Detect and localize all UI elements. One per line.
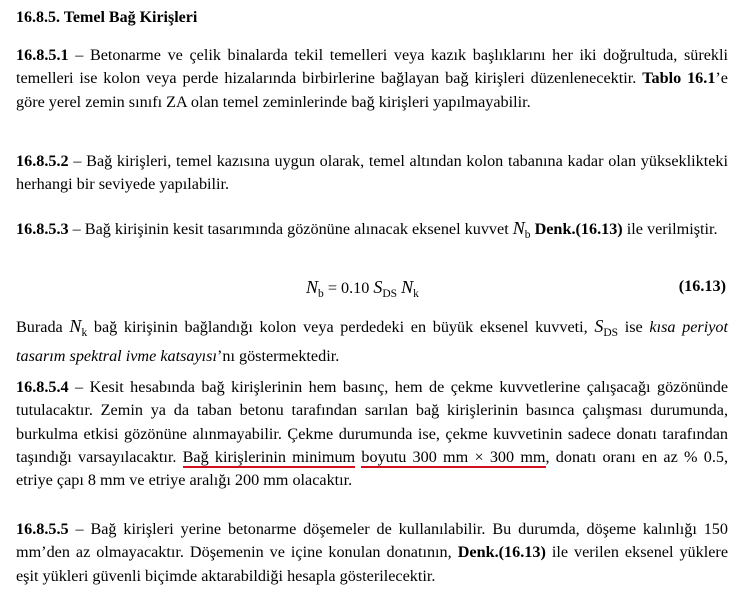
- dash: –: [68, 520, 91, 538]
- paragraph-definitions: [16, 315, 728, 369]
- clause-number: 16.8.5.4: [16, 378, 69, 396]
- paragraph-16-8-5-5: [16, 518, 728, 588]
- symbol-n: N: [401, 277, 414, 297]
- paragraph-16-8-5-4: [16, 376, 728, 492]
- subscript-ds: DS: [603, 327, 619, 339]
- symbol-n: N: [512, 218, 525, 238]
- subscript-b: b: [524, 229, 531, 241]
- subscript-b: b: [318, 288, 324, 300]
- dash: –: [68, 152, 87, 170]
- clause-number: 16.8.5.2: [16, 152, 69, 170]
- symbol-n: N: [69, 316, 82, 336]
- clause-number: 16.8.5.1: [16, 46, 69, 64]
- dash: –: [68, 220, 85, 238]
- equation-number: (16.13): [678, 277, 726, 295]
- paragraph-text: , donatı oranı en az % 0.5, etriye çapı 8 mm ve etriye aralığı 200 mm olacaktır.: [16, 447, 728, 490]
- clause-number: 16.8.5.5: [16, 520, 69, 538]
- equation-operator: = 0.10: [323, 279, 374, 297]
- paragraph-16-8-5-2: [16, 150, 728, 197]
- equation-16-13: [16, 277, 728, 301]
- section-heading: 16.8.5. Temel Bağ Kirişleri: [16, 9, 198, 26]
- equation-formula: [306, 277, 419, 300]
- equation-reference: Denk.(16.13): [534, 220, 623, 238]
- subscript-k: k: [413, 288, 419, 300]
- paragraph-text: Kesit hesabında bağ kirişlerinin hem basınç, hem de çekme kuvvetlerine çalışacağı gözönünde tutulacaktır. Zemin ya da taban betonu tarafından sarılan bağ kirişlerinin basınca çalışması durumunda, burkulma etkisi gözönüne alınmayabilir. Çekme durumunda ise, çekme kuvvetinin sadece donatı tarafından taşındığı varsayılacaktır.: [16, 378, 729, 466]
- paragraph-text: Burada: [16, 318, 70, 336]
- paragraph-text: ise: [618, 318, 650, 336]
- highlighted-text: boyutu 300 mm × 300 mm: [361, 447, 546, 466]
- highlighted-text: Bağ kirişlerinin minimum: [182, 447, 356, 466]
- paragraph-text: ’nı göstermektedir.: [216, 347, 340, 366]
- dash: –: [68, 46, 90, 64]
- equation-reference: Denk.(16.13): [457, 543, 546, 562]
- paragraph-text: ile verilen eksenel yüklere eşit yükleri güvenli biçimde aktarabildiği hesapla gösterilecektir.: [16, 543, 729, 585]
- paragraph-text: Bağ kirişleri, temel kazısına uygun olarak, temel altından kolon tabanına kadar olan yükseklikteki herhangi bir seviyede yapılabilir.: [16, 152, 729, 194]
- symbol-n: N: [306, 277, 319, 297]
- paragraph-16-8-5-1: [16, 44, 728, 114]
- clause-number: 16.8.5.3: [16, 220, 69, 238]
- paragraph-text: Betonarme ve çelik binalarda tekil temelleri veya kazık başlıklarını her iki doğrultuda, sürekli temelleri ise kolon veya perde hizalarında birbirlerine bağlayan bağ kirişleri düzenlenecektir.: [16, 46, 728, 88]
- subscript-ds: DS: [382, 288, 398, 300]
- paragraph-text: ’e göre yerel zemin sınıfı ZA olan temel zeminlerinde bağ kirişleri yapılmayabilir.: [16, 69, 728, 111]
- italic-term: kısa periyot tasarım spektral ivme katsayısı: [16, 318, 728, 366]
- dash: –: [68, 378, 90, 396]
- table-reference: Tablo 16.1: [642, 69, 716, 88]
- paragraph-text: ile verilmiştir.: [622, 220, 718, 238]
- paragraph-text: Bağ kirişinin kesit tasarımında gözönüne alınacak eksenel kuvvet: [84, 220, 513, 238]
- paragraph-text: bağ kirişinin bağlandığı kolon veya perdedeki en büyük eksenel kuvveti,: [87, 318, 595, 336]
- symbol-s: S: [594, 316, 604, 336]
- paragraph-text: Bağ kirişleri yerine betonarme döşemeler de kullanılabilir. Bu durumda, döşeme kalınlığı 150 mm’den az olmayacaktır. Döşemenin ve içine konulan donatının,: [16, 520, 728, 562]
- subscript-k: k: [81, 327, 88, 339]
- symbol-s: S: [373, 277, 383, 297]
- paragraph-16-8-5-3: [16, 217, 728, 247]
